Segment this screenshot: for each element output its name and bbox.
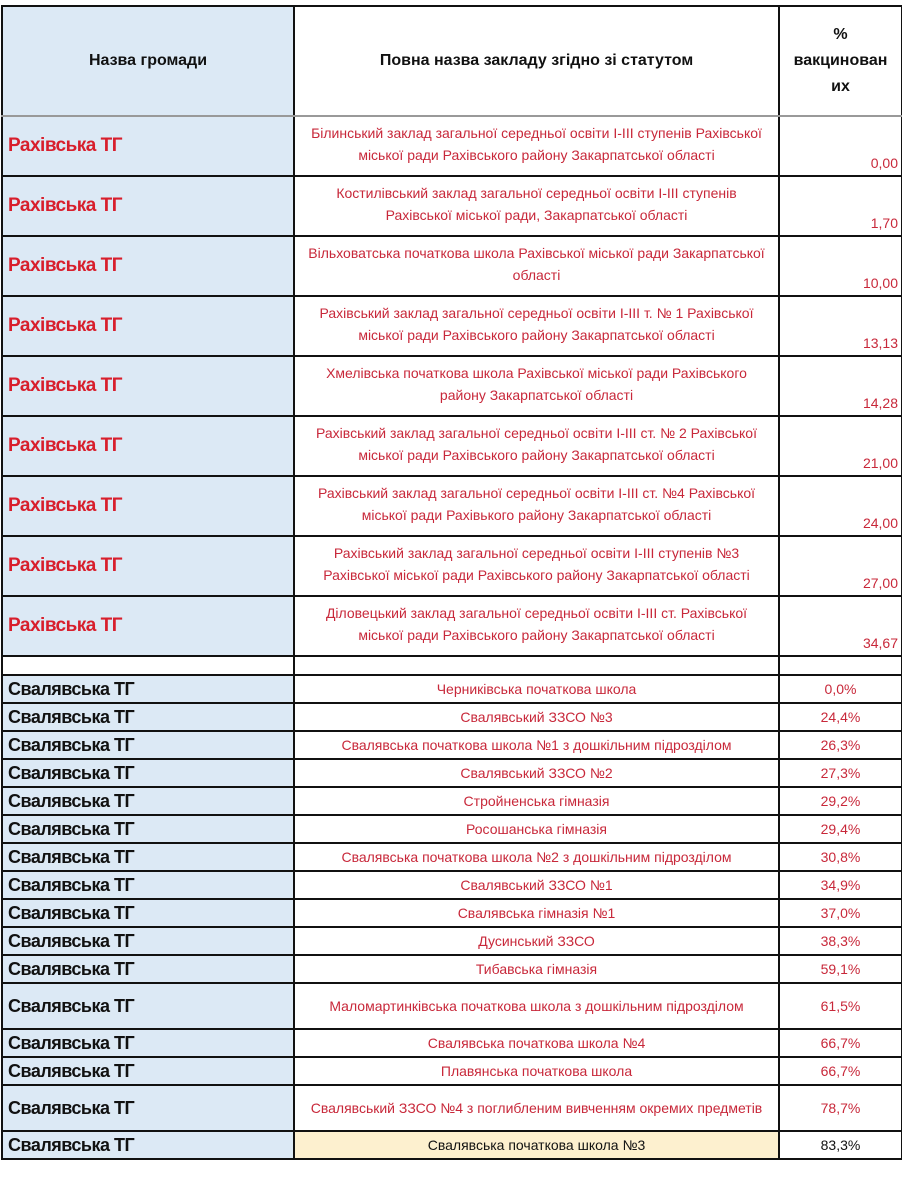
institution-cell: Свалявська початкова школа №1 з дошкільним підрозділом: [294, 731, 779, 759]
institution-line: Білинський заклад загальної середньої освіти І-ІІІ ступенів Рахівської: [311, 125, 762, 141]
spacer-section: [2, 656, 902, 675]
community-cell: Рахівська ТГ: [2, 236, 294, 296]
table-row: [2, 356, 902, 416]
table-row: [2, 1085, 902, 1131]
community-cell: Рахівська ТГ: [2, 176, 294, 236]
institution-line: Рахівської міської ради, Закарпатської області: [385, 207, 688, 223]
institution-cell: [294, 356, 779, 416]
institution-cell: Свалявська початкова школа №3: [294, 1131, 779, 1159]
community-cell: Свалявська ТГ: [2, 1085, 294, 1131]
community-cell: Рахівська ТГ: [2, 416, 294, 476]
table-row: [2, 983, 902, 1029]
community-cell: Свалявська ТГ: [2, 787, 294, 815]
table-row: [2, 675, 902, 703]
institution-cell: [294, 296, 779, 356]
table-row: [2, 955, 902, 983]
community-cell: Рахівська ТГ: [2, 356, 294, 416]
table-row: [2, 815, 902, 843]
header-community: Назва громади: [2, 6, 294, 116]
blank-row: [2, 656, 902, 675]
institution-line: Хмелівська початкова школа Рахівської міської ради Рахівського: [326, 365, 747, 381]
institution-cell: Черниківська початкова школа: [294, 675, 779, 703]
institution-cell: [294, 116, 779, 176]
table-row: [2, 596, 902, 656]
institution-cell: Свалявська початкова школа №2 з дошкільним підрозділом: [294, 843, 779, 871]
community-cell: Рахівська ТГ: [2, 476, 294, 536]
table-row: [2, 927, 902, 955]
institution-cell: [294, 236, 779, 296]
community-cell: Свалявська ТГ: [2, 983, 294, 1029]
table-row: [2, 176, 902, 236]
community-cell: Свалявська ТГ: [2, 759, 294, 787]
institution-line: Вільховатська початкова школа Рахівської міської ради Закарпатської: [308, 245, 765, 261]
percent-cell: 34,67: [779, 596, 902, 656]
institution-line: міської ради Рахівького району Закарпатської області: [361, 507, 712, 523]
institution-line: Рахівський заклад загальної середньої освіти І-ІІІ т. № 1 Рахівської: [319, 305, 754, 321]
community-cell: Свалявська ТГ: [2, 871, 294, 899]
percent-cell: 24,00: [779, 476, 902, 536]
institution-cell: [294, 476, 779, 536]
institution-line: Рахівський заклад загальної середньої освіти І-ІІІ ступенів №3: [333, 545, 740, 561]
percent-cell: 26,3%: [779, 731, 902, 759]
institution-cell: Стройненська гімназія: [294, 787, 779, 815]
institution-cell: Свалявський ЗЗСО №2: [294, 759, 779, 787]
institution-line: міської ради Рахівського району Закарпатської області: [358, 327, 715, 343]
vaccination-table: [1, 5, 902, 1160]
percent-cell: 61,5%: [779, 983, 902, 1029]
header-row: [2, 6, 902, 116]
institution-cell: [294, 416, 779, 476]
header-percent-line2: вакцинован: [793, 52, 888, 69]
table-row-highlighted: [2, 1131, 902, 1159]
institution-cell: Свалявський ЗЗСО №4 з поглибленим вивченням окремих предметів: [294, 1085, 779, 1131]
community-cell: Свалявська ТГ: [2, 899, 294, 927]
percent-cell: 29,4%: [779, 815, 902, 843]
percent-cell: 0,0%: [779, 675, 902, 703]
svaliava-section: [2, 675, 902, 1159]
table-row: [2, 787, 902, 815]
percent-cell: 27,00: [779, 536, 902, 596]
institution-line: області: [512, 267, 561, 283]
percent-cell: 0,00: [779, 116, 902, 176]
institution-cell: [294, 536, 779, 596]
percent-cell: 34,9%: [779, 871, 902, 899]
table-row: [2, 476, 902, 536]
institution-cell: Свалявська початкова школа №4: [294, 1029, 779, 1057]
institution-cell: Тибавська гімназія: [294, 955, 779, 983]
table-row: [2, 1057, 902, 1085]
percent-cell: 66,7%: [779, 1029, 902, 1057]
percent-cell: 30,8%: [779, 843, 902, 871]
percent-cell: 78,7%: [779, 1085, 902, 1131]
institution-line: Рахівський заклад загальної середньої освіти І-ІІІ ст. № 2 Рахівської: [316, 425, 757, 441]
community-cell: Свалявська ТГ: [2, 927, 294, 955]
community-cell: Свалявська ТГ: [2, 1057, 294, 1085]
community-cell: Рахівська ТГ: [2, 596, 294, 656]
community-cell: Свалявська ТГ: [2, 1029, 294, 1057]
percent-cell: 29,2%: [779, 787, 902, 815]
community-cell: Рахівська ТГ: [2, 116, 294, 176]
table-row: [2, 536, 902, 596]
table-row: [2, 871, 902, 899]
community-cell: Свалявська ТГ: [2, 675, 294, 703]
community-cell: Рахівська ТГ: [2, 296, 294, 356]
community-cell: Свалявська ТГ: [2, 955, 294, 983]
institution-line: міської ради Рахівського району Закарпатської області: [358, 147, 715, 163]
institution-cell: Свалявський ЗЗСО №3: [294, 703, 779, 731]
institution-cell: Свалявська гімназія №1: [294, 899, 779, 927]
percent-cell: 83,3%: [779, 1131, 902, 1159]
institution-line: Костилівський заклад загальної середньої освіти І-ІІІ ступенів: [336, 185, 737, 201]
percent-cell: 24,4%: [779, 703, 902, 731]
institution-line: міської ради Рахівського району Закарпатської області: [358, 627, 715, 643]
community-cell: Свалявська ТГ: [2, 1131, 294, 1159]
community-cell: Рахівська ТГ: [2, 536, 294, 596]
percent-cell: 37,0%: [779, 899, 902, 927]
table-row: [2, 731, 902, 759]
community-cell: Свалявська ТГ: [2, 731, 294, 759]
community-cell: Свалявська ТГ: [2, 843, 294, 871]
table-row: [2, 296, 902, 356]
institution-cell: Свалявський ЗЗСО №1: [294, 871, 779, 899]
percent-cell: 1,70: [779, 176, 902, 236]
institution-cell: [294, 176, 779, 236]
institution-cell: Росошанська гімназія: [294, 815, 779, 843]
percent-cell: 14,28: [779, 356, 902, 416]
institution-line: міської ради Рахівського району Закарпатської області: [358, 447, 715, 463]
table-row: [2, 843, 902, 871]
institution-cell: Маломартинківська початкова школа з дошкільним підрозділом: [294, 983, 779, 1029]
table-row: [2, 703, 902, 731]
institution-line: району Закарпатської області: [439, 387, 634, 403]
table-row: [2, 899, 902, 927]
institution-cell: Дусинський ЗЗСО: [294, 927, 779, 955]
table-row: [2, 116, 902, 176]
percent-cell: 21,00: [779, 416, 902, 476]
institution-line: Рахівський заклад загальної середньої освіти І-ІІІ ст. №4 Рахівської: [317, 485, 756, 501]
percent-cell: 10,00: [779, 236, 902, 296]
table-row: [2, 759, 902, 787]
header-institution: Повна назва закладу згідно зі статутом: [294, 6, 779, 116]
percent-cell: 66,7%: [779, 1057, 902, 1085]
percent-cell: 38,3%: [779, 927, 902, 955]
institution-cell: Плавянська початкова школа: [294, 1057, 779, 1085]
percent-cell: 13,13: [779, 296, 902, 356]
community-cell: Свалявська ТГ: [2, 703, 294, 731]
institution-line: Діловецький заклад загальної середньої освіти І-ІІІ ст. Рахівської: [325, 605, 748, 621]
institution-line: Рахівської міської ради Рахівського району Закарпатської області: [323, 567, 750, 583]
table-row: [2, 236, 902, 296]
community-cell: Свалявська ТГ: [2, 815, 294, 843]
table-row: [2, 416, 902, 476]
percent-cell: 59,1%: [779, 955, 902, 983]
institution-cell: [294, 596, 779, 656]
header-percent-line3: их: [831, 78, 850, 95]
percent-cell: 27,3%: [779, 759, 902, 787]
rakhiv-section: [2, 116, 902, 656]
header-percent-line1: %: [833, 26, 848, 43]
header-percent: [779, 6, 902, 116]
table-row: [2, 1029, 902, 1057]
